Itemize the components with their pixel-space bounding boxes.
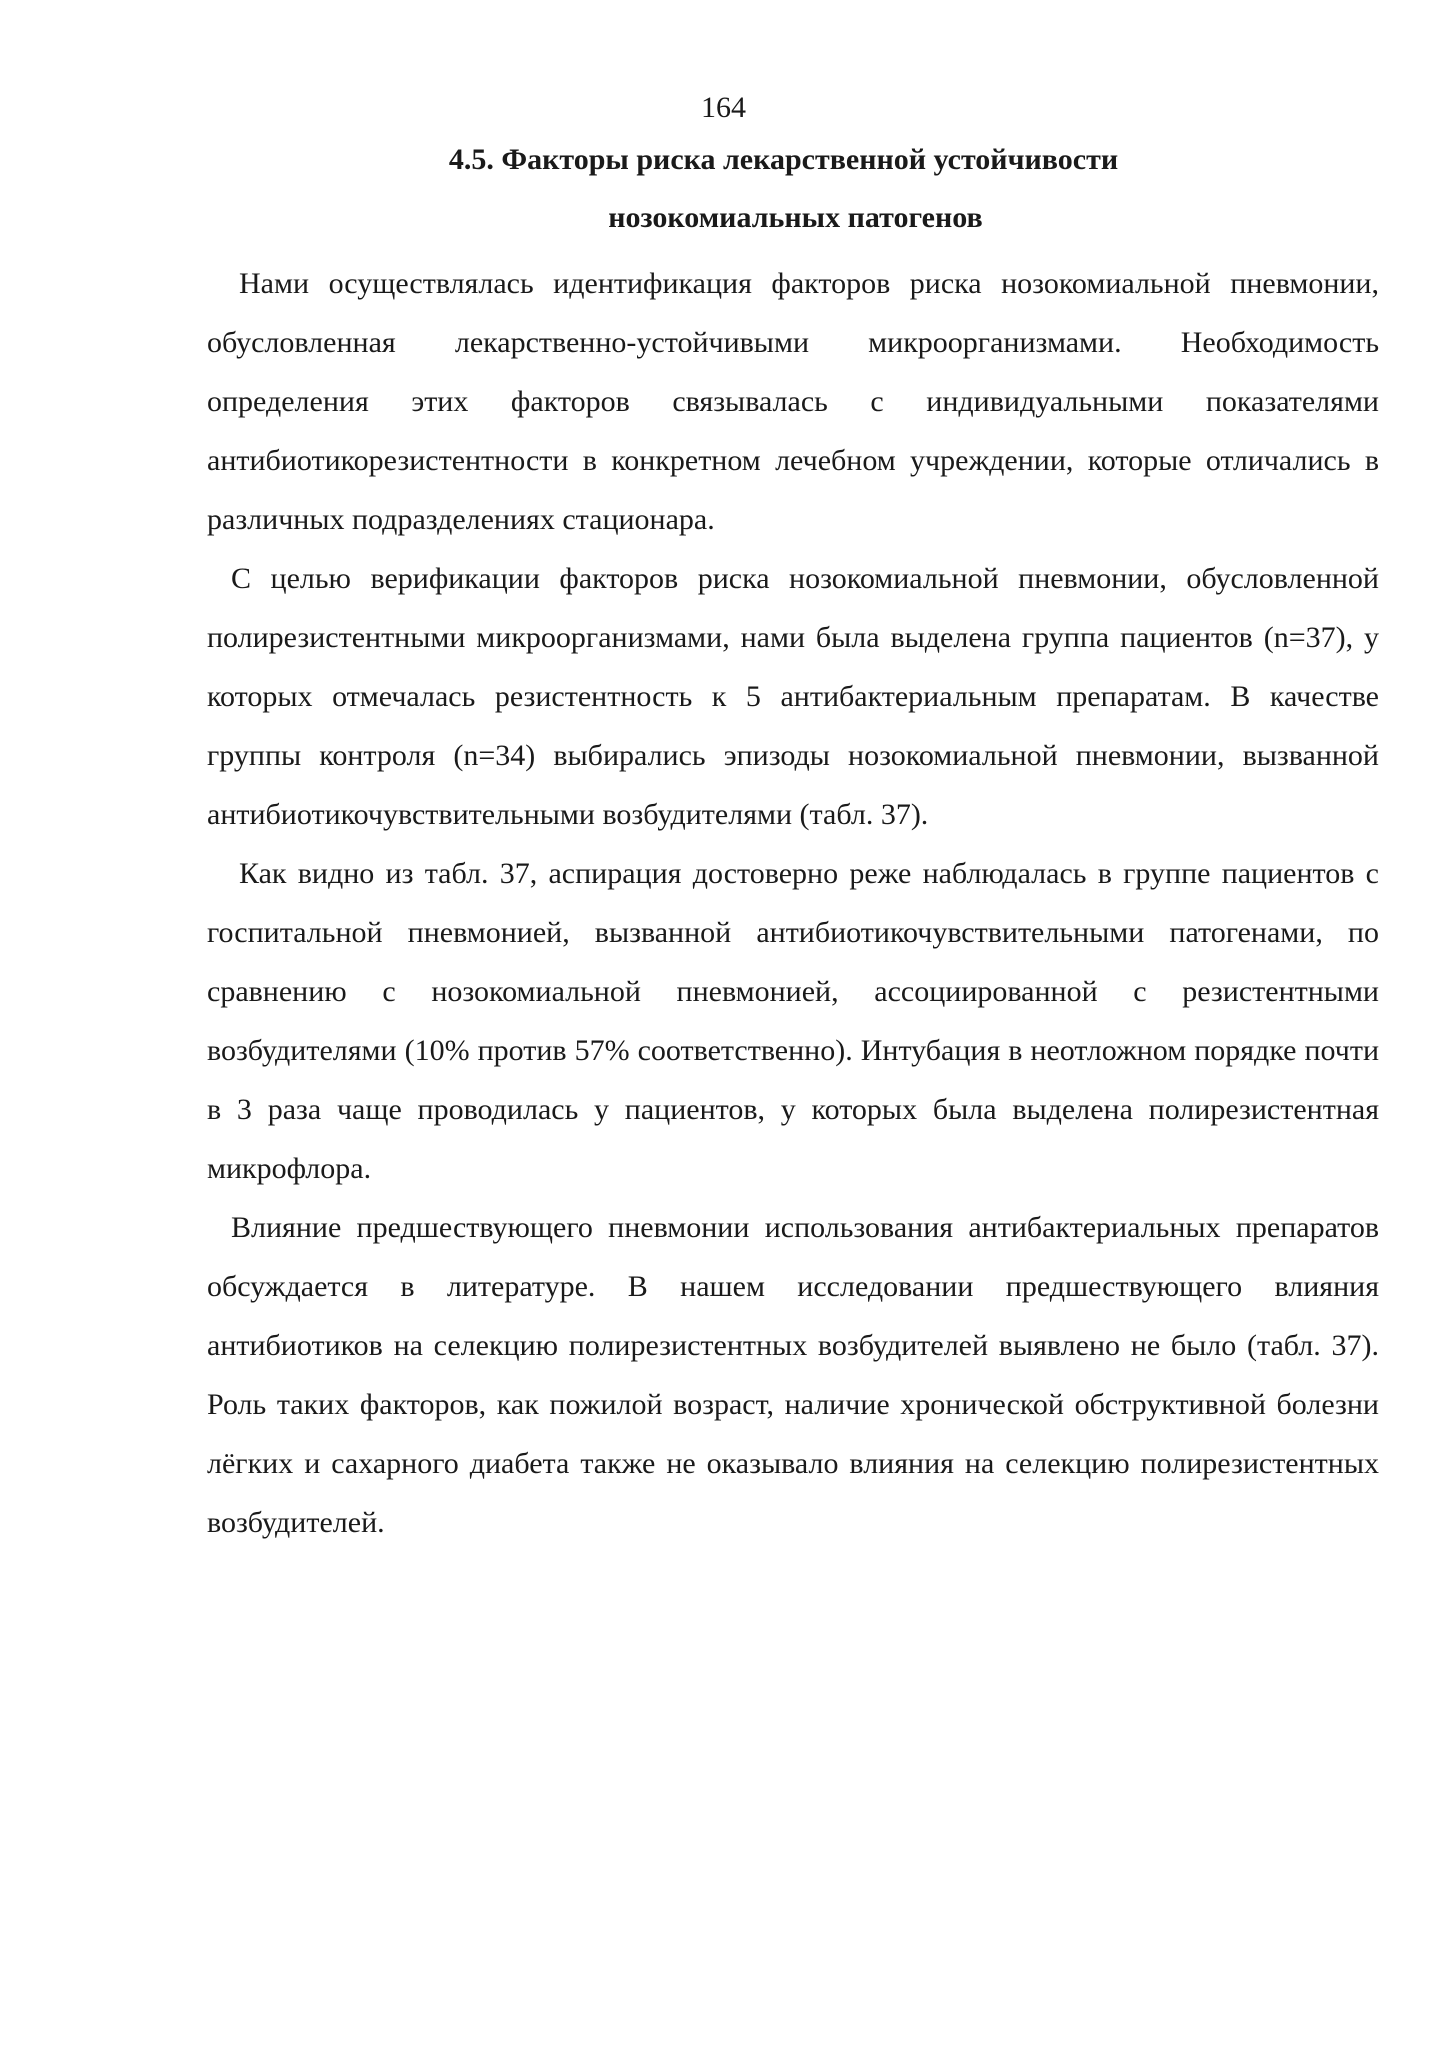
paragraph-2: С целью верификации факторов риска нозокомиальной пневмонии, обусловленной полирезистентными микроорганизмами, нами была выделена группа пациентов (n=37), у которых отмечалась резистентность к 5 антибактериальным препаратам. В качестве группы контроля (n=34) выбирались эпизоды нозокомиальной пневмонии, вызванной антибиотикочувствительными возбудителями (табл. 37).: [207, 562, 1379, 831]
paragraph-4: Влияние предшествующего пневмонии использования антибактериальных препаратов обсуждается в литературе. В нашем исследовании предшествующего влияния антибиотиков на селекцию полирезистентных возбудителей выявлено не было (табл. 37). Роль таких факторов, как пожилой возраст, наличие хронической обструктивной болезни лёгких и сахарного диабета также не оказывало влияния на селекцию полирезистентных возбудителей.: [207, 1211, 1379, 1539]
section-heading-line-1: 4.5. Факторы риска лекарственной устойчивости: [448, 143, 1119, 176]
paragraph-1: Нами осуществлялась идентификация факторов риска нозокомиальной пневмонии, обусловленная лекарственно-устойчивыми микроорганизмами. Необходимость определения этих факторов связывалась с индивидуальными показателями антибиотикорезистентности в конкретном лечебном учреждении, которые отличались в различных подразделениях стационара.: [207, 267, 1379, 536]
paragraph-3: Как видно из табл. 37, аспирация достоверно реже наблюдалась в группе пациентов с госпитальной пневмонией, вызванной антибиотикочувствительными патогенами, по сравнению с нозокомиальной пневмонией, ассоциированной с резистентными возбудителями (10% против 57% соответственно). Интубация в неотложном порядке почти в 3 раза чаще проводилась у пациентов, у которых была выделена полирезистентная микрофлора.: [207, 857, 1379, 1185]
page-number: 164: [701, 91, 746, 124]
section-heading-line-2: нозокомиальных патогенов: [608, 201, 983, 234]
body-text: [207, 254, 1379, 1552]
